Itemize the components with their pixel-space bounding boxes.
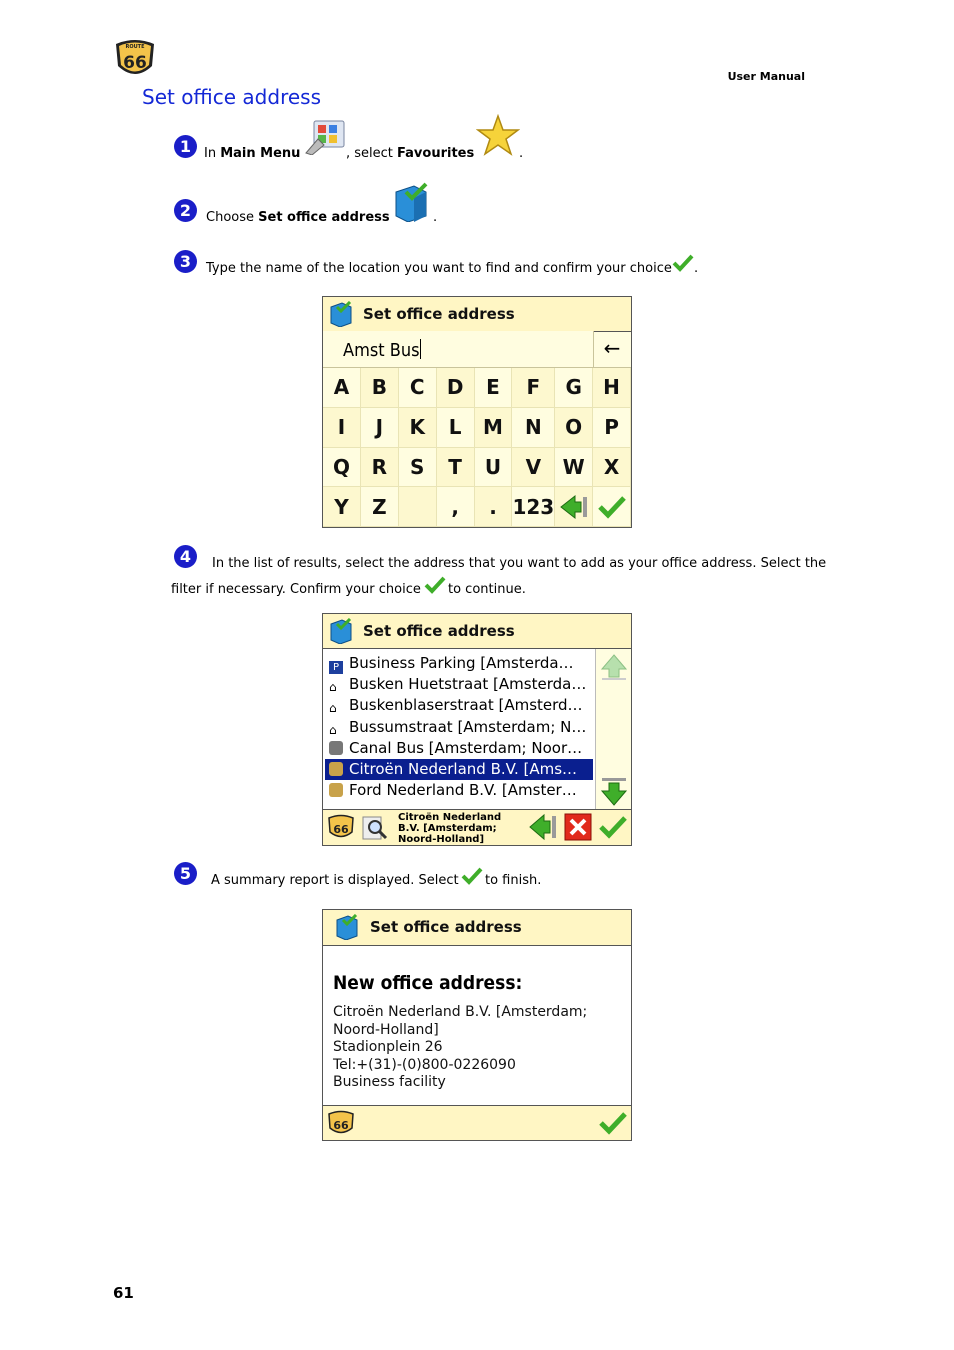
step-4-line2-end: to continue.: [448, 582, 526, 597]
svg-text:ROUTE: ROUTE: [125, 44, 145, 50]
street-icon: ⌂: [329, 701, 337, 715]
screen-title: Set office address: [363, 305, 515, 323]
confirm-check-icon: [597, 495, 627, 519]
key-r[interactable]: R: [361, 448, 399, 488]
office-building-icon: [329, 301, 353, 327]
key-e[interactable]: E: [475, 368, 513, 408]
confirm-check-icon[interactable]: [598, 815, 628, 839]
page-number: 61: [113, 1284, 134, 1302]
back-arrow-icon[interactable]: [528, 813, 558, 841]
business-icon: [329, 783, 343, 797]
step-4-line2: filter if necessary. Confirm your choice: [171, 582, 421, 597]
manual-label: User Manual: [727, 70, 805, 83]
step-1-text: In Main Menu: [204, 146, 301, 161]
key-h[interactable]: H: [593, 368, 631, 408]
key-i[interactable]: I: [323, 408, 361, 448]
list-item[interactable]: ⌂ Bussumstraat [Amsterdam; N…: [329, 718, 587, 737]
list-item[interactable]: ⌂ Busken Huetstraat [Amsterda…: [329, 675, 587, 694]
step-3-period: .: [694, 261, 699, 276]
search-input[interactable]: [323, 331, 594, 368]
filter-search-icon[interactable]: [361, 813, 389, 841]
key-l[interactable]: L: [437, 408, 475, 448]
key-q[interactable]: Q: [323, 448, 361, 488]
list-item[interactable]: Ford Nederland B.V. [Amster…: [325, 780, 593, 801]
screen-header: [323, 614, 631, 649]
step-5-text: A summary report is displayed. Select: [211, 873, 459, 888]
key-v[interactable]: V: [512, 448, 555, 488]
summary-heading: New office address:: [333, 972, 523, 994]
confirm-button[interactable]: [593, 487, 631, 527]
main-menu-icon: [304, 119, 346, 155]
step-number-5: 5: [174, 862, 197, 885]
keyboard-screen: [322, 296, 632, 528]
step-number-3: 3: [174, 250, 197, 273]
screen-header: [323, 297, 631, 332]
step-5-text-end: to finish.: [485, 873, 542, 888]
step-4-line1: In the list of results, select the address that you want to add as your office address. Select the: [212, 556, 827, 571]
office-building-icon: [335, 914, 359, 940]
key-s[interactable]: S: [399, 448, 437, 488]
key-n[interactable]: N: [512, 408, 555, 448]
summary-line: Stadionplein 26: [333, 1039, 443, 1055]
selected-info: Citroën Nederland B.V. [Amsterdam; Noord-Holland]: [398, 812, 502, 845]
business-icon: [329, 762, 343, 776]
summary-line: Noord-Holland]: [333, 1022, 439, 1038]
summary-panel: [323, 946, 631, 1106]
key-comma[interactable]: ,: [437, 487, 475, 527]
key-p[interactable]: P: [593, 408, 631, 448]
keyboard-grid: [323, 368, 631, 527]
list-item[interactable]: P Business Parking [Amsterda…: [325, 653, 593, 674]
street-icon: ⌂: [329, 680, 337, 694]
step-2-text: Choose Set office address: [206, 210, 390, 225]
back-button[interactable]: [555, 487, 593, 527]
summary-line: Citroën Nederland B.V. [Amsterdam;: [333, 1004, 588, 1020]
summary-line: Business facility: [333, 1074, 446, 1090]
step-number-2: 2: [174, 199, 197, 222]
list-item[interactable]: ⌂ Buskenblaserstraat [Amsterd…: [329, 696, 583, 715]
results-list: [323, 649, 596, 810]
cancel-icon[interactable]: [564, 813, 592, 841]
key-o[interactable]: O: [555, 408, 593, 448]
confirm-check-icon: [424, 576, 446, 594]
key-z[interactable]: Z: [361, 487, 399, 527]
key-a[interactable]: A: [323, 368, 361, 408]
scroll-down-icon[interactable]: [600, 777, 628, 807]
screen-title: Set office address: [370, 918, 522, 936]
office-building-icon: [392, 182, 432, 222]
scrollbar[interactable]: [596, 649, 631, 810]
key-b[interactable]: B: [361, 368, 399, 408]
step-number-1: 1: [174, 135, 197, 158]
key-numbers[interactable]: 123: [512, 487, 555, 527]
list-item-selected[interactable]: Citroën Nederland B.V. [Ams…: [325, 759, 593, 780]
key-w[interactable]: W: [555, 448, 593, 488]
key-m[interactable]: M: [475, 408, 513, 448]
key-g[interactable]: G: [555, 368, 593, 408]
key-f[interactable]: F: [512, 368, 555, 408]
results-screen: [322, 613, 632, 846]
key-period[interactable]: .: [475, 487, 513, 527]
key-x[interactable]: X: [593, 448, 631, 488]
key-y[interactable]: Y: [323, 487, 361, 527]
parking-icon: P: [329, 661, 343, 674]
key-space[interactable]: [399, 487, 437, 527]
page-title: Set office address: [142, 85, 322, 109]
svg-text:66: 66: [333, 823, 349, 836]
results-footer: [323, 809, 631, 845]
favourites-star-icon: [476, 114, 520, 158]
backspace-button[interactable]: ←: [593, 331, 631, 368]
back-arrow-icon: [559, 494, 589, 520]
screen-title: Set office address: [363, 622, 515, 640]
summary-screen: [322, 909, 632, 1141]
key-c[interactable]: C: [399, 368, 437, 408]
key-d[interactable]: D: [437, 368, 475, 408]
scroll-up-icon[interactable]: [600, 653, 628, 681]
confirm-check-icon[interactable]: [598, 1111, 628, 1135]
step-2-period: .: [433, 210, 438, 225]
summary-footer: [323, 1105, 631, 1140]
confirm-check-icon: [672, 254, 694, 272]
route66-logo[interactable]: [327, 1109, 355, 1137]
step-3-text: Type the name of the location you want to find and confirm your choice: [206, 261, 672, 276]
boat-icon: [329, 741, 343, 755]
street-icon: ⌂: [329, 723, 337, 737]
confirm-check-icon: [461, 867, 483, 885]
step-1-period: .: [519, 146, 524, 161]
step-1-text-cont: , select Favourites: [346, 146, 475, 161]
key-j[interactable]: J: [361, 408, 399, 448]
list-item[interactable]: Canal Bus [Amsterdam; Noor…: [325, 738, 593, 759]
route66-logo[interactable]: [327, 813, 355, 841]
step-number-4: 4: [174, 545, 197, 568]
summary-line: Tel:+(31)-(0)800-0226090: [333, 1057, 516, 1073]
route66-logo: [112, 36, 158, 82]
svg-text:66: 66: [123, 53, 147, 73]
svg-text:66: 66: [333, 1119, 349, 1132]
key-t[interactable]: T: [437, 448, 475, 488]
search-input-value: Amst Bus: [343, 340, 420, 361]
key-k[interactable]: K: [399, 408, 437, 448]
office-building-icon: [329, 618, 353, 644]
screen-header: [323, 910, 631, 946]
key-u[interactable]: U: [475, 448, 513, 488]
